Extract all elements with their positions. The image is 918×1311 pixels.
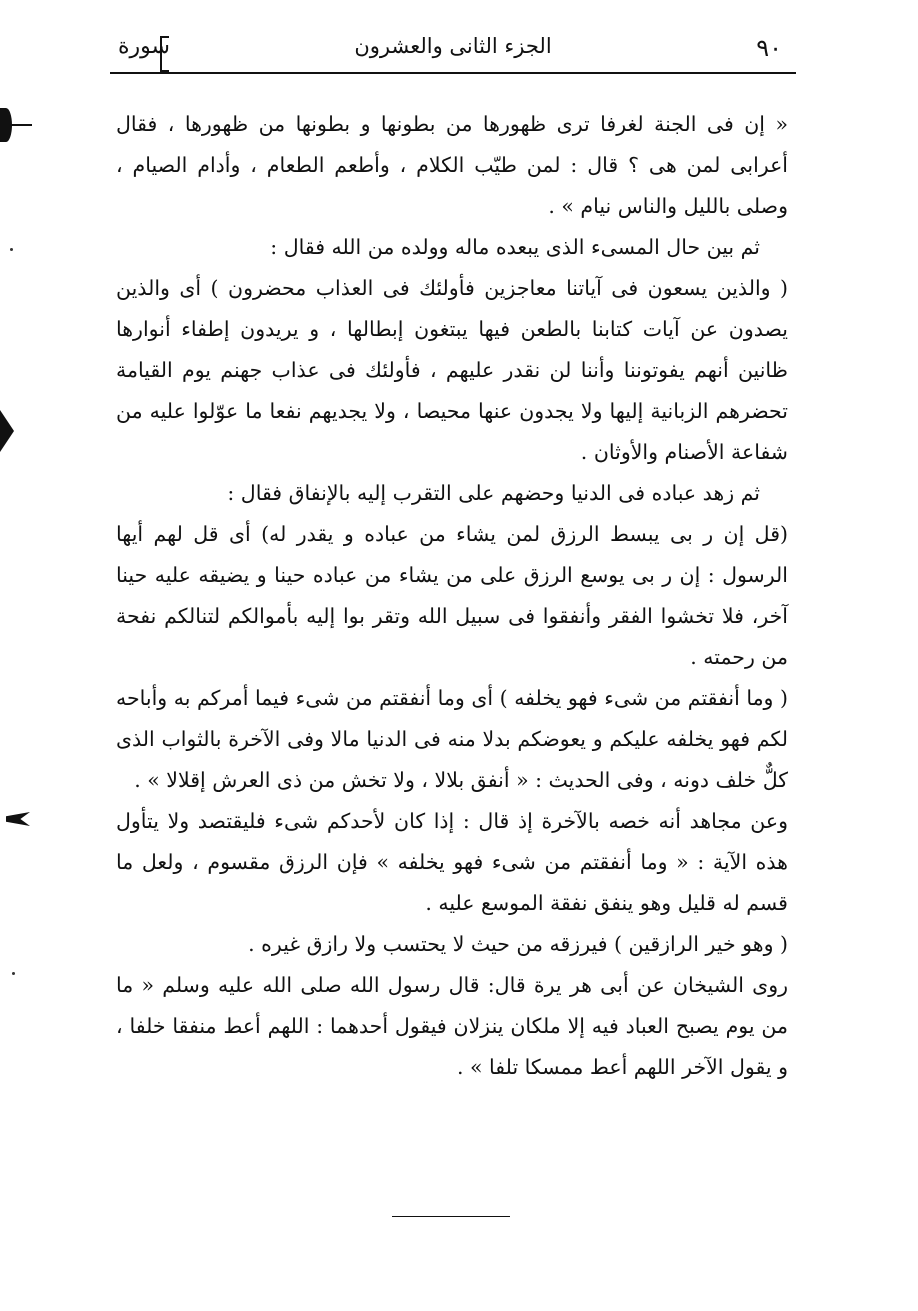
paragraph-9: روى الشيخان عن أبى هر يرة قال: قال رسول الله صلى الله عليه وسلم « ما من يوم يصبح العباد فيه إلا ملكان ينزلان فيقول أحدهما : اللهم أعط منفقا خلفا ، و يقول الآخر اللهم أعط ممسكا تلفا » . (116, 973, 788, 1079)
scan-speck (10, 248, 13, 251)
binding-mark-line (10, 124, 32, 126)
binding-mark-middle (0, 410, 14, 452)
paragraph-3: ( والذين يسعون فى آياتنا معاجزين فأولئك فى العذاب محضرون ) أى والذين يصدون عن آيات كتابنا بالطعن فيها يبتغون إبطالها ، و يريدون إطفاء أنوارها ظانين أنهم يفوتوننا وأننا لن نقدر عليهم ، فأولئك فى عذاب جهنم يوم القيامة تحضرهم الزبانية إليها ولا يجدون عنها محيصا ، ولا يجديهم نفعا ما عوّلوا عليه من شفاعة الأصنام والأوثان . (116, 276, 788, 464)
surah-label: سورة (118, 34, 170, 59)
paragraph-8: ( وهو خير الرازقين ) فيرزقه من حيث لا يحتسب ولا رازق غيره . (248, 932, 788, 956)
paragraph-1: « إن فى الجنة لغرفا ترى ظهورها من بطونها و بطونها من ظهورها ، فقال أعرابى لمن هى ؟ قال : لمن طيّب الكلام ، وأطعم الطعام ، وأدام الصيام ، وصلى بالليل والناس نيام » . (116, 112, 788, 218)
paragraph-5: (قل إن ر بى يبسط الرزق لمن يشاء من عباده و يقدر له) أى قل لهم أيها الرسول : إن ر بى يوسع الرزق على من يشاء من عباده حينا و يضيقه عليه حينا آخر، فلا تخشوا الفقر وأنفقوا فى سبيل الله وتقر بوا إليه بأموالكم لتنالكم نفحة من رحمته . (116, 522, 788, 669)
binding-mark-lower (6, 812, 30, 826)
page-body (116, 104, 788, 1088)
scan-speck (12, 972, 15, 975)
paragraph-2: ثم بين حال المسىء الذى يبعده ماله وولده من الله فقال : (270, 235, 760, 259)
running-title: الجزء الثانى والعشرون (354, 34, 552, 58)
end-rule (392, 1216, 510, 1217)
page-number: ٩٠ (756, 34, 782, 62)
page-header (110, 28, 796, 74)
paragraph-6: ( وما أنفقتم من شىء فهو يخلفه ) أى وما أنفقتم من شىء فيما أمركم به وأباحه لكم فهو يخلفه عليكم و يعوضكم بدلا منه فى الدنيا مالا وفى الآخرة بالثواب الذى كلٌّ خلف دونه ، وفى الحديث : « أنفق بلالا ، ولا تخش من ذى العرش إقلالا » . (116, 686, 788, 792)
header-rule (110, 72, 796, 74)
paragraph-4: ثم زهد عباده فى الدنيا وحضهم على التقرب إليه بالإنفاق فقال : (227, 481, 760, 505)
paragraph-7: وعن مجاهد أنه خصه بالآخرة إذ قال : إذا كان لأحدكم شىء فليقتصد ولا يتأول هذه الآية : « وما أنفقتم من شىء فهو يخلفه » فإن الرزق مقسوم ، ولعل ما قسم له قليل وهو ينفق نفقة الموسع عليه . (116, 809, 788, 915)
